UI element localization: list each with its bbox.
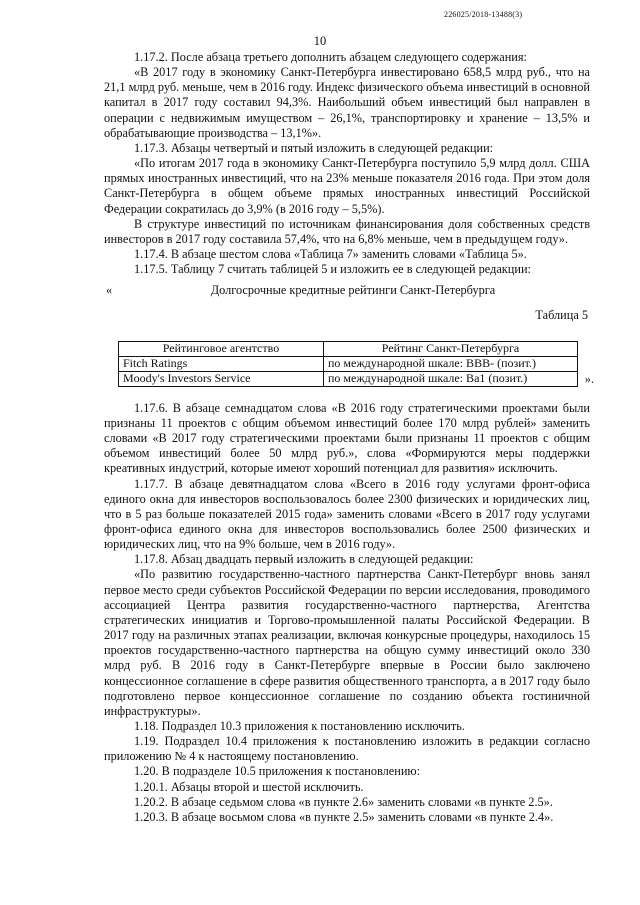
- cell-agency: Moody's Investors Service: [119, 371, 324, 386]
- paragraph-1-20-2: 1.20.2. В абзаце седьмом слова «в пункте 2.6» заменить словами «в пункте 2.5».: [134, 794, 553, 809]
- cell-rating: по международной шкале: Ba1 (позит.): [324, 371, 578, 386]
- paragraph-1-17-4: 1.17.4. В абзаце шестом слова «Таблица 7» заменить словами «Таблица 5».: [134, 247, 527, 262]
- table-label: Таблица 5: [535, 308, 588, 323]
- paragraph-1-17-6: 1.17.6. В абзаце семнадцатом слова «В 2016 году стратегическими проектами были признаны 11 проектов с общим объемом инвестиций более 170 млрд рублей» заменить словами «В 2017 году стратегическими проектами были признаны 11 проектов с общим объемом инвестиций более 50 млрд руб.», слова «Формируются меры поддержки креативных индустрий, которые имеют хороший потенциал для развития» исключить.: [104, 400, 590, 476]
- paragraph-1-20: 1.20. В подразделе 10.5 приложения к постановлению:: [134, 764, 421, 779]
- paragraph-1-20-1: 1.20.1. Абзацы второй и шестой исключить.: [134, 779, 364, 794]
- paragraph-1-17-5: 1.17.5. Таблицу 7 считать таблицей 5 и изложить ее в следующей редакции:: [134, 262, 531, 277]
- table-row: [119, 371, 578, 386]
- cell-agency: Fitch Ratings: [119, 357, 324, 372]
- table-open-quote: «: [106, 283, 113, 298]
- paragraph-1-17-7: 1.17.7. В абзаце девятнадцатом слова «Всего в 2016 году услугами фронт-офиса единого окна для инвесторов воспользовалось более 2300 физических и юридических лиц, что в 5 раз больше показателей 2015 года» заменить словами «Всего в 2017 году услугами фронт-офиса единого окна для инвесторов воспользовались более 2500 физических и юридических лиц, что на 9% больше, чем в 2016 году».: [104, 476, 590, 552]
- header-rating: Рейтинг Санкт-Петербурга: [324, 342, 578, 357]
- document-body: [104, 50, 594, 825]
- cell-rating: по международной шкале: BBB- (позит.): [324, 357, 578, 372]
- paragraph-investment-structure: В структуре инвестиций по источникам финансирования доля собственных средств инвесторов в 2017 году составила 57,4%, что на 6,8% меньше, чем в предыдущем году».: [104, 216, 590, 246]
- document-code: 226025/2018-13488(3): [444, 10, 523, 19]
- table-title-row: [104, 282, 590, 302]
- ratings-table-wrap: [118, 341, 594, 386]
- ratings-table: [118, 341, 578, 386]
- table-header-row: [119, 342, 578, 357]
- paragraph-1-20-3: 1.20.3. В абзаце восьмом слова «в пункте 2.5» заменить словами «в пункте 2.4».: [134, 809, 554, 824]
- paragraph-1-17-2: 1.17.2. После абзаца третьего дополнить абзацем следующего содержания:: [134, 50, 527, 64]
- paragraph-quote-ppp: «По развитию государственно-частного партнерства Санкт-Петербург вновь занял первое место среди субъектов Российской Федерации по версии исследования, проводимого ассоциацией Центра развития государственно-частного партнерства, Агентства стратегических инициатив и Торгово-промышленной палаты Российской Федерации. В 2017 году на различных этапах реализации, включая конкурсные процедуры, находилось 15 проектов государственно-частного партнерства на общую сумму инвестиций около 330 млрд руб. В 2016 году в Санкт-Петербурге впервые в России было заключено концессионное соглашение в сфере развития общественного транспорта, а в 2017 году было подготовлено первое концессионное соглашение по созданию объекта гостиничной инфраструктуры».: [104, 567, 590, 718]
- paragraph-1-17-3: 1.17.3. Абзацы четвертый и пятый изложить в следующей редакции:: [134, 140, 494, 155]
- paragraph-quote-foreign-investment: «По итогам 2017 года в экономику Санкт-Петербурга поступило 5,9 млрд долл. США прямых иностранных инвестиций, что на 23% меньше показателя 2016 года. При этом доля Санкт-Петербурга в общем объеме прямых иностранных инвестиций Российской Федерации сократилась до 3,9% (в 2016 году – 5,5%).: [104, 156, 590, 216]
- amendments-continued: [104, 401, 590, 825]
- page-number: 10: [313, 34, 327, 48]
- table-title: Долгосрочные кредитные рейтинги Санкт-Петербурга: [210, 283, 496, 298]
- paragraph-1-17-8: 1.17.8. Абзац двадцать первый изложить в следующей редакции:: [134, 552, 474, 567]
- paragraph-quote-investments: «В 2017 году в экономику Санкт-Петербурга инвестировано 658,5 млрд руб., что на 21,1 млрд руб. меньше, чем в 2016 году. Индекс физического объема инвестиций в основной капитал в 2017 году составил 94,3%. Наибольший объем инвестиций был направлен в операции с недвижимым имуществом – 26,1%, транспортировку и хранение – 13,5% и обрабатывающие производства – 13,1%».: [104, 65, 590, 140]
- header-agency: Рейтинговое агентство: [119, 342, 324, 357]
- table-close-quote: ».: [584, 371, 594, 386]
- table-row: [119, 357, 578, 372]
- paragraph-1-19: 1.19. Подраздел 10.4 приложения к постановлению изложить в редакции согласно приложению № 4 к настоящему постановлению.: [104, 734, 590, 764]
- paragraph-1-18: 1.18. Подраздел 10.3 приложения к постановлению исключить.: [134, 719, 465, 734]
